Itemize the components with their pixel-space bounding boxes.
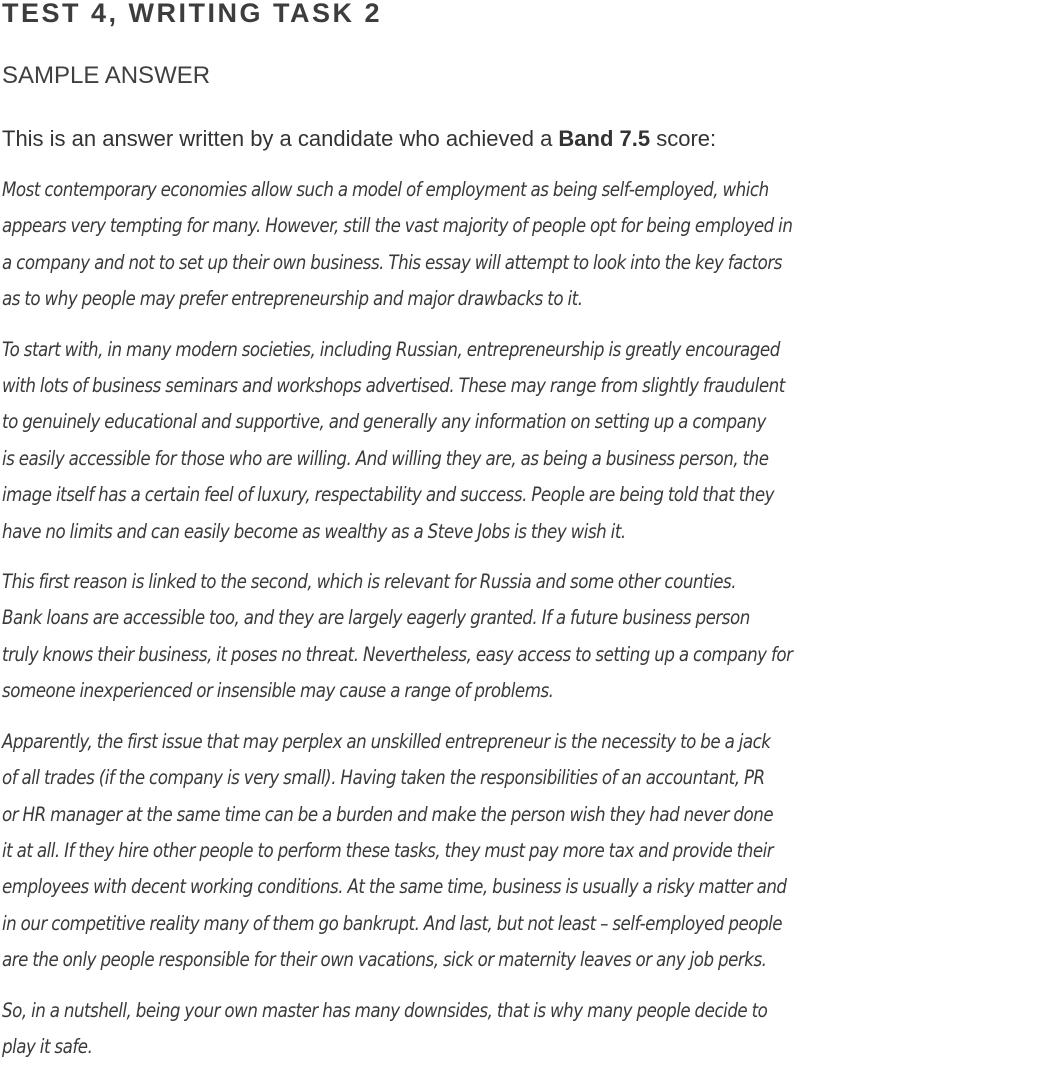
essay-line: it at all. If they hire other people to perform these tasks, they must pay more tax and provide their [2, 838, 774, 862]
essay-paragraph-1 [2, 172, 1045, 318]
intro-sentence [2, 126, 716, 152]
essay-line: image itself has a certain feel of luxury, respectability and success. People are being told that they [2, 483, 775, 507]
band-score: Band 7.5 [558, 126, 651, 151]
essay-line: This first reason is linked to the second, which is relevant for Russia and some other counties. [2, 570, 737, 594]
essay-line: or HR manager at the same time can be a burden and make the person wish they had never done [2, 802, 774, 826]
essay-line: appears very tempting for many. However, still the vast majority of people opt for being employed in [2, 214, 793, 238]
essay-line: employees with decent working conditions. At the same time, business is usually a risky matter and [2, 875, 787, 899]
section-subtitle: SAMPLE ANSWER [2, 62, 211, 89]
essay-paragraph-3 [2, 564, 1045, 710]
essay-line: as to why people may prefer entrepreneurship and major drawbacks to it. [2, 287, 583, 311]
essay-line: Most contemporary economies allow such a model of employment as being self-employed, which [2, 178, 769, 201]
essay-line: truly knows their business, it poses no threat. Nevertheless, easy access to setting up a company for [2, 642, 793, 666]
essay-paragraph-2 [2, 332, 1045, 550]
page-title: TEST 4, WRITING TASK 2 [2, 0, 383, 28]
essay-line: Apparently, the first issue that may perplex an unskilled entrepreneur is the necessity to be a jack [2, 729, 771, 753]
essay-line: So, in a nutshell, being your own master has many downsides, that is why many people decide to [2, 998, 768, 1022]
intro-text-end: score: [650, 126, 717, 151]
essay-line: Bank loans are accessible too, and they are largely eagerly granted. If a future business person [2, 606, 750, 630]
essay-line: a company and not to set up their own business. This essay will attempt to look into the key factors [2, 250, 782, 274]
essay-line: is easily accessible for those who are willing. And willing they are, as being a business person, the [2, 446, 769, 470]
intro-text: This is an answer written by a candidate who achieved a [2, 126, 559, 151]
essay-line: To start with, in many modern societies, including Russian, entrepreneurship is greatly encouraged [2, 337, 780, 361]
essay-body [2, 172, 1045, 1079]
essay-paragraph-5 [2, 993, 1045, 1066]
essay-line: to genuinely educational and supportive, and generally any information on setting up a company [2, 410, 766, 434]
essay-line: are the only people responsible for their own vacations, sick or maternity leaves or any job perks. [2, 948, 767, 972]
essay-line: in our competitive reality many of them go bankrupt. And last, but not least – self-employed people [2, 911, 783, 935]
essay-line: of all trades (if the company is very small). Having taken the responsibilities of an accountant, PR [2, 766, 765, 790]
essay-paragraph-4 [2, 724, 1045, 979]
essay-line: have no limits and can easily become as wealthy as a Steve Jobs is they wish it. [2, 519, 626, 543]
essay-line: with lots of business seminars and workshops advertised. These may range from slightly fraudulent [2, 374, 785, 398]
essay-line: someone inexperienced or insensible may cause a range of problems. [2, 679, 554, 703]
essay-line: play it safe. [2, 1034, 93, 1058]
